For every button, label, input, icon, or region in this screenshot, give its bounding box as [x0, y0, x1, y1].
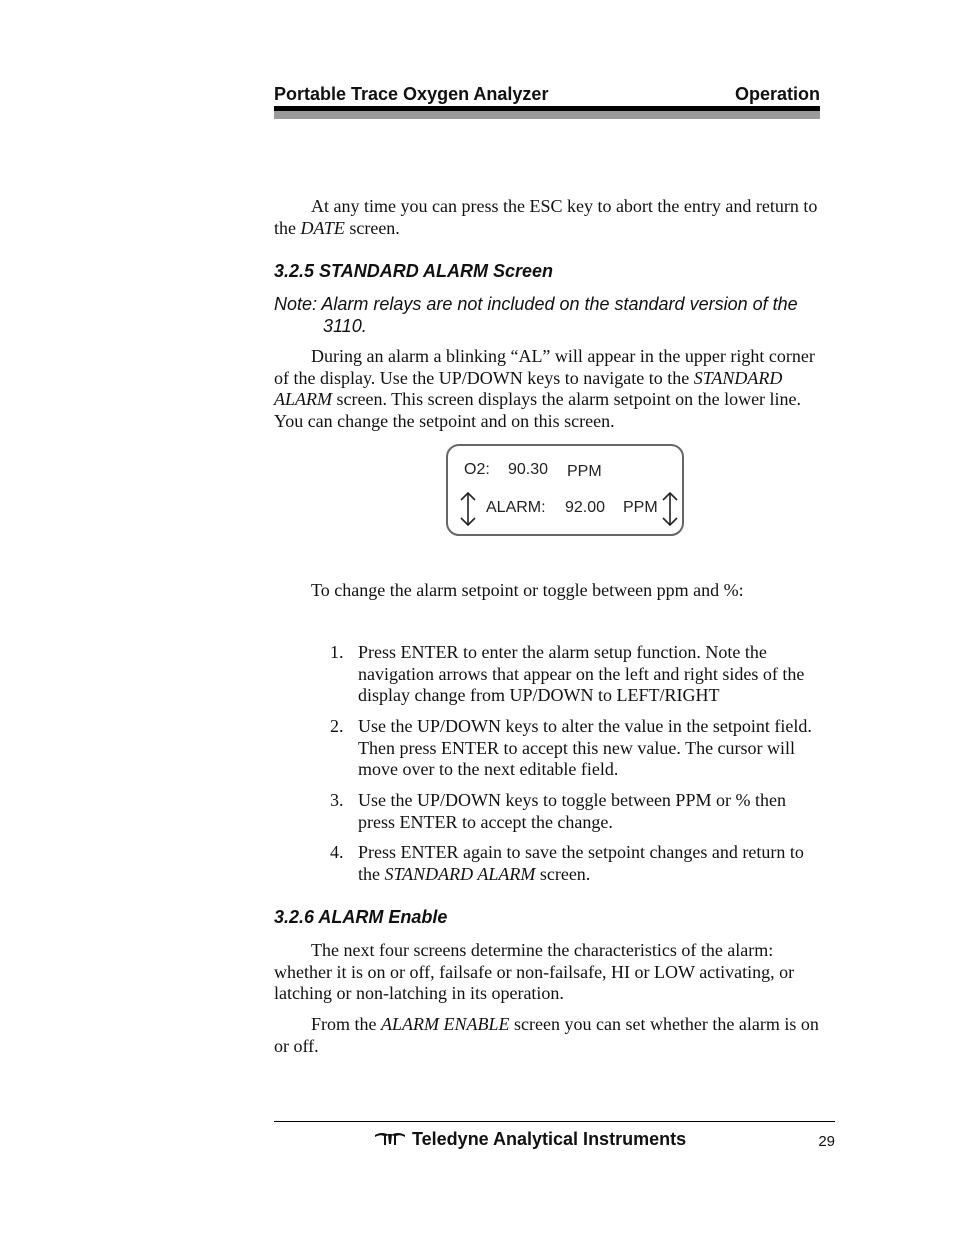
alarm-enable-paragraph: The next four screens determine the characteristics of the alarm: whether it is on or off, failsafe or non-failsafe, HI or LOW activating, or latching or non-latching in its operation.	[274, 940, 795, 1003]
list-text: Use the UP/DOWN keys to alter the value in the setpoint field. Then press ENTER to accept this new value. The cursor will move over to the next editable field.	[358, 716, 812, 779]
intro-text-end: screen.	[344, 217, 400, 238]
enable-text-end: screen you can set whether the alarm is on or off.	[274, 1014, 819, 1056]
list-number: 4.	[330, 842, 344, 862]
footer-company-name: Teledyne Analytical Instruments	[412, 1129, 687, 1149]
up-down-arrow-icon	[660, 491, 680, 527]
footer-rule	[274, 1121, 835, 1122]
alarm-enable-paragraph-2	[274, 1014, 820, 1057]
page-number: 29	[818, 1133, 835, 1150]
list-text: Use the UP/DOWN keys to toggle between PPM or % then press ENTER to accept the change.	[358, 790, 786, 832]
intro-text: At any time you can press the ESC key to abort the entry and return to the	[274, 196, 818, 238]
o2-value: 90.30	[508, 461, 549, 478]
list-number: 2.	[330, 716, 344, 736]
running-header-title: Portable Trace Oxygen Analyzer	[274, 84, 549, 104]
enable-emphasis: ALARM ENABLE	[381, 1014, 510, 1034]
up-down-arrow-icon	[458, 491, 478, 527]
teledyne-logo-icon	[374, 1131, 406, 1147]
list-text: Press ENTER to enter the alarm setup function. Note the navigation arrows that appear on the left and right sides of the display change from UP/DOWN to LEFT/RIGHT	[358, 642, 805, 705]
intro-emphasis: DATE	[300, 217, 345, 238]
alarm-emphasis: STANDARD ALARM	[274, 367, 783, 409]
list-number: 1.	[330, 642, 344, 662]
list-text-part: Press ENTER again to save the setpoint changes and return to the	[358, 842, 804, 884]
header-rule-shadow	[274, 111, 820, 119]
list-text-end: screen.	[535, 863, 591, 884]
section-heading-325: 3.2.5 STANDARD ALARM Screen	[274, 261, 554, 281]
o2-unit: PPM	[567, 463, 602, 480]
enable-text: From the	[311, 1014, 381, 1034]
instructions-lead: To change the alarm setpoint or toggle between ppm and %:	[311, 580, 744, 600]
intro-paragraph	[274, 196, 820, 239]
alarm-unit: PPM	[623, 499, 658, 516]
running-header-section: Operation	[734, 84, 820, 104]
list-text	[358, 842, 820, 885]
alarm-text: During an alarm a blinking “AL” will appear in the upper right corner of the display. Use the UP/DOWN keys to navigate to the	[274, 346, 815, 388]
lcd-display-figure	[446, 444, 684, 536]
section-heading-326: 3.2.6 ALARM Enable	[274, 907, 448, 927]
alarm-description-paragraph	[274, 346, 820, 432]
list-number: 3.	[330, 790, 344, 810]
alarm-label: ALARM:	[486, 499, 546, 516]
alarm-setpoint-value: 92.00	[565, 499, 606, 516]
list-text-emphasis: STANDARD ALARM	[384, 863, 536, 884]
alarm-text-end: screen. This screen displays the alarm setpoint on the lower line. You can change the setpoint and on this screen.	[274, 389, 802, 431]
o2-label: O2:	[464, 461, 490, 478]
section-note: Note: Alarm relays are not included on the standard version of the 3110.	[274, 294, 798, 336]
